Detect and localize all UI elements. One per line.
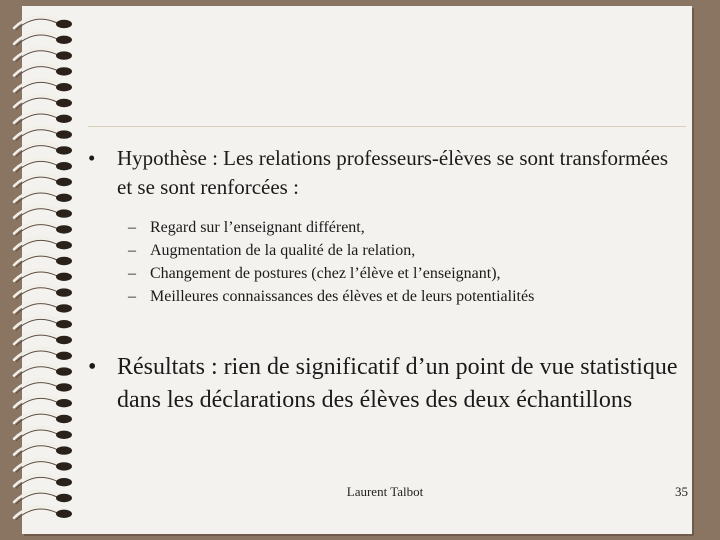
dash-marker: – [128,219,136,236]
list-item [128,239,688,262]
dash-marker: – [128,288,136,305]
dash-marker: – [128,265,136,282]
notebook-spiral-binding-icon [0,0,90,540]
bullet-results-text: Résultats : rien de significatif d’un point de vue statistique dans les déclarations des élèves des deux échantillons [117,354,678,413]
bullet-marker: • [88,354,97,380]
page-number: 35 [675,484,688,499]
list-item-text: Meilleures connaissances des élèves et de leurs potentialités [150,288,535,305]
list-item [128,262,688,285]
bullet-hypothesis-text: Hypothèse : Les relations professeurs-élèves se sont transformées et se sont renforcées : [117,146,669,199]
list-item-text: Changement de postures (chez l’élève et l’enseignant), [150,265,501,282]
list-item [128,285,688,308]
hypothesis-subitems [128,216,688,308]
slide-footer [0,484,720,504]
dash-marker: – [128,242,136,259]
list-item-text: Regard sur l’enseignant différent, [150,219,365,236]
bullet-hypothesis [88,144,688,202]
slide-body [88,144,688,417]
bullet-marker: • [88,146,96,170]
list-item-text: Augmentation de la qualité de la relation, [150,242,416,259]
title-divider [88,126,686,127]
bullet-results [88,351,688,417]
footer-author: Laurent Talbot [346,484,424,499]
list-item [128,216,688,239]
